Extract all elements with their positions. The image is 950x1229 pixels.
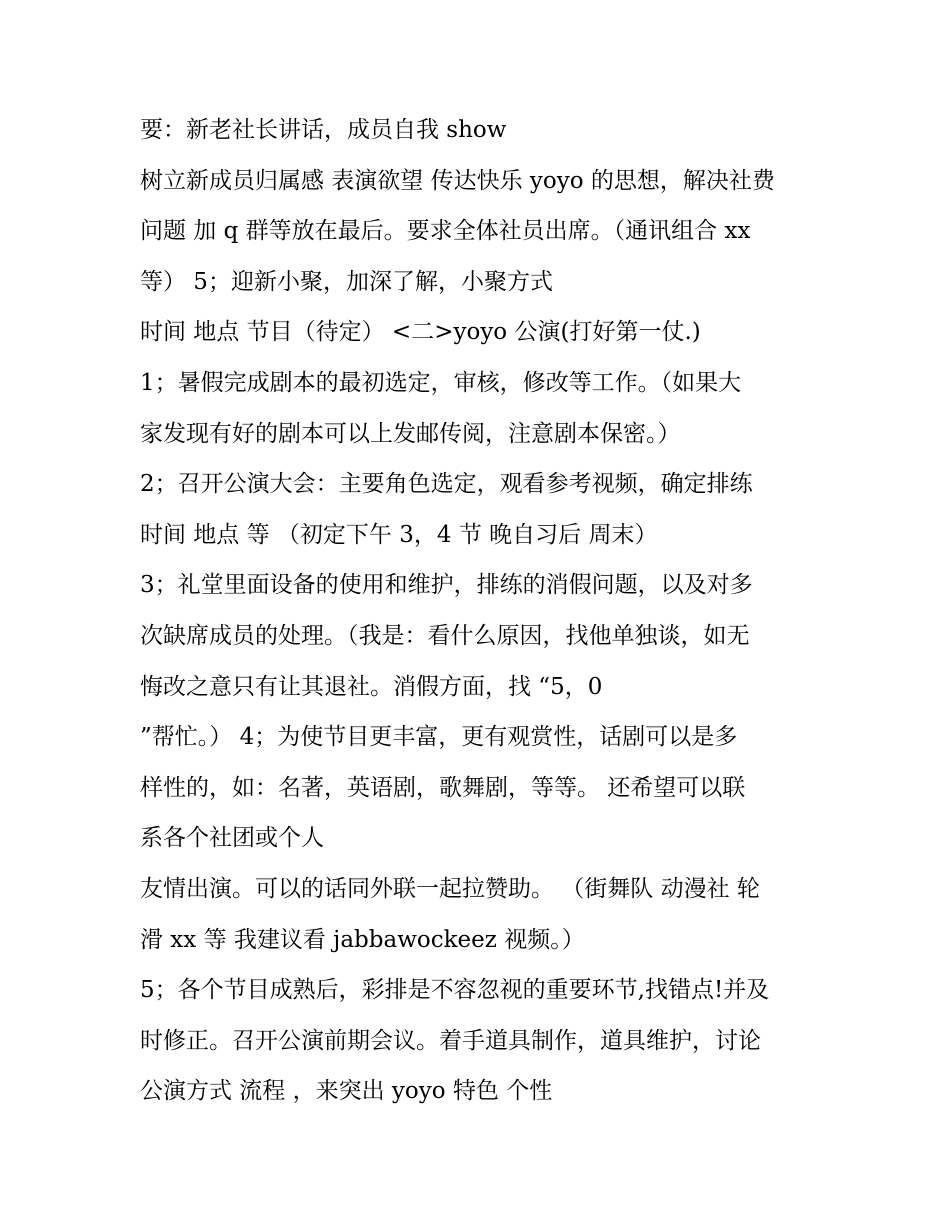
text-line: 树立新成员归属感 表演欲望 传达快乐 yoyo 的思想，解决社费	[140, 167, 775, 194]
text-line: 要：新老社长讲话，成员自我 show	[140, 117, 507, 143]
text-line: 系各个社团或个人	[140, 825, 324, 852]
text-line: 样性的，如：名著，英语剧，歌舞剧，等等。 还希望可以联	[140, 774, 746, 801]
text-line: 1；暑假完成剧本的最初选定，审核，修改等工作。（如果大	[140, 369, 742, 396]
text-line: ”帮忙。） 4；为使节目更丰富，更有观赏性，话剧可以是多	[140, 724, 738, 751]
text-line: 5；各个节目成熟后，彩排是不容忽视的重要环节,找错点!并及	[140, 977, 770, 1004]
text-line: 次缺席成员的处理。（我是：看什么原因，找他单独谈，如无	[140, 622, 750, 649]
text-line: 时间 地点 节目（待定） <二>yoyo 公演(打好第一仗.)	[140, 319, 701, 346]
text-line: 等） 5；迎新小聚，加深了解，小聚方式	[140, 268, 553, 295]
document-body	[140, 110, 840, 1122]
text-line: 2；召开公演大会：主要角色选定，观看参考视频，确定排练	[140, 471, 753, 498]
text-line: 问题 加 q 群等放在最后。要求全体社员出席。（通讯组合 xx	[140, 218, 751, 245]
text-line: 公演方式 流程 ，来突出 yoyo 特色 个性	[140, 1078, 553, 1105]
text-line: 时间 地点 等 （初定下午 3，4 节 晚自习后 周末）	[140, 521, 658, 548]
text-line: 3；礼堂里面设备的使用和维护，排练的消假问题，以及对多	[140, 572, 753, 599]
text-line: 友情出演。可以的话同外联一起拉赞助。 （街舞队 动漫社 轮	[140, 875, 760, 902]
text-line: 悔改之意只有让其退社。消假方面，找 “5，0	[140, 673, 603, 700]
text-line: 滑 xx 等 我建议看 jabbawockeez 视频。）	[140, 926, 585, 953]
text-line: 家发现有好的剧本可以上发邮传阅，注意剧本保密。）	[140, 420, 681, 447]
text-line: 时修正。召开公演前期会议。着手道具制作，道具维护，讨论	[140, 1027, 761, 1054]
